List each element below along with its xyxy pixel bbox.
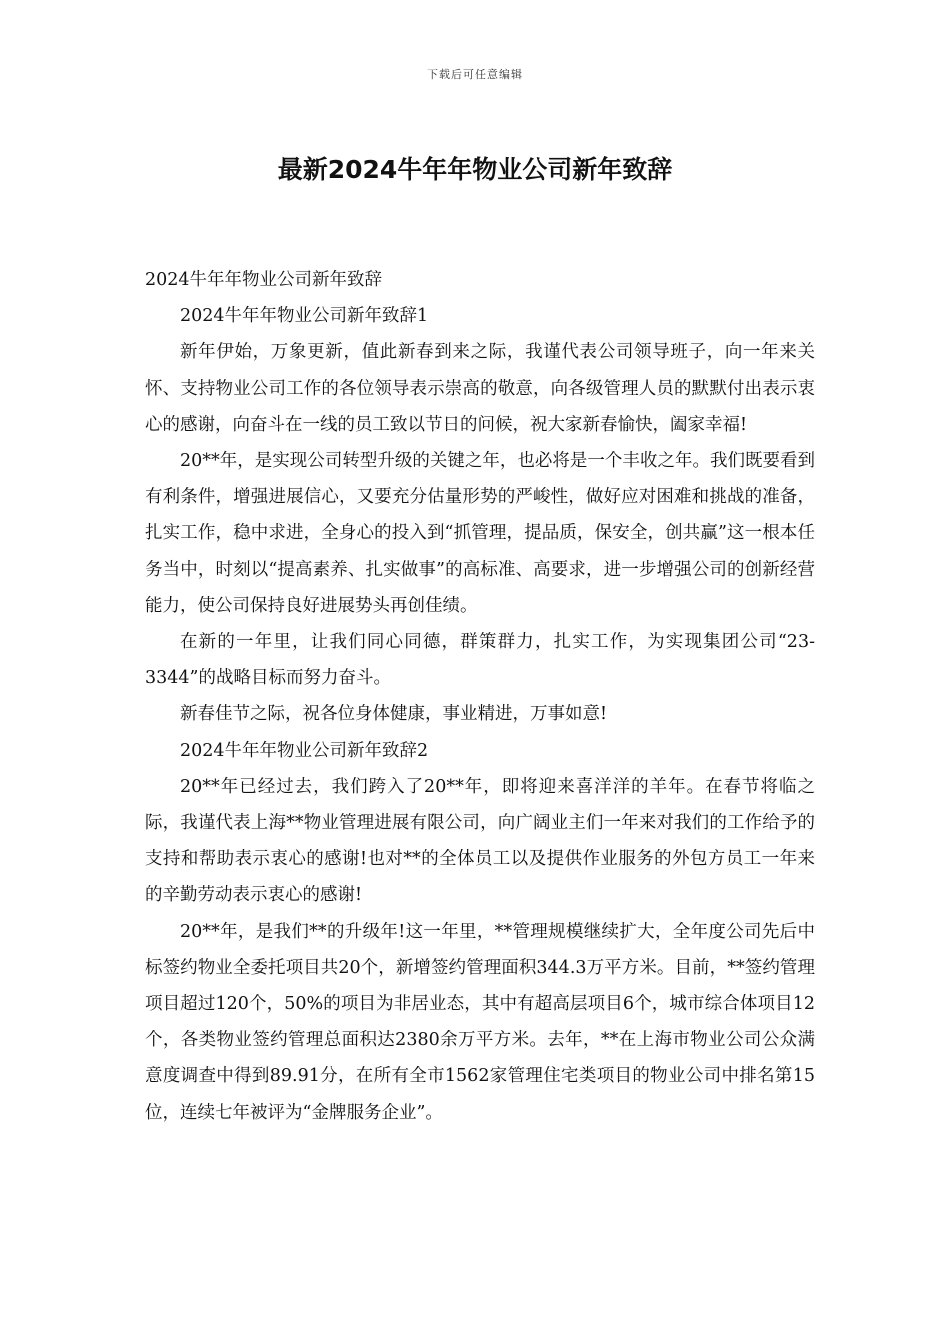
body-paragraph: 20**年，是我们**的升级年!这一年里，**管理规模继续扩大，全年度公司先后中标签约物业全委托项目共20个，新增签约管理面积344.3万平方米。目前，**签约管理项目超过120个，50%的项目为非居业态，其中有超高层项目6个，城市综合体项目12 个，各类物业签约管理总面积达2380余万平方米。去年，**在上海市物业公司公众满意度调查中得到89.91分，在所有全市1562家管理住宅类项目的物业公司中排名第15位，连续七年被评为“金牌服务企业”。: [145, 921, 815, 1123]
subsection-heading-1: 2024牛年年物业公司新年致辞1: [180, 306, 429, 327]
document-title: 最新2024牛年年物业公司新年致辞: [277, 155, 673, 184]
body-paragraph: 新春佳节之际，祝各位身体健康，事业精进，万事如意!: [180, 704, 608, 725]
section-heading: 2024牛年年物业公司新年致辞: [145, 270, 383, 290]
body-paragraph: 新年伊始，万象更新，值此新春到来之际，我谨代表公司领导班子，向一年来关怀、支持物业公司工作的各位领导表示崇高的敬意，向各级管理人员的默默付出表示衷心的感谢，向奋斗在一线的员工致以节日的问候，祝大家新春愉快，阖家幸福!: [145, 342, 815, 435]
body-paragraph: 20**年，是实现公司转型升级的关键之年，也必将是一个丰收之年。我们既要看到有利条件，增强进展信心，又要充分估量形势的严峻性，做好应对困难和挑战的准备，扎实工作，稳中求进，全身心的投入到“抓管理，提品质，保安全，创共赢”这一根本任务当中，时刻以“提高素养、扎实做事”的高标准、高要求，进一步增强公司的创新经营能力，使公司保持良好进展势头再创佳绩。: [145, 451, 815, 616]
body-paragraph: 20**年已经过去，我们跨入了20**年，即将迎来喜洋洋的羊年。在春节将临之际，我谨代表上海**物业管理进展有限公司，向广阔业主们一年来对我们的工作给予的支持和帮助表示衷心的感谢!也对**的全体员工以及提供作业服务的外包方员工一年来的辛勤劳动表示衷心的感谢!: [145, 776, 815, 906]
header-note: 下载后可任意编辑: [427, 68, 523, 81]
subsection-heading-2: 2024牛年年物业公司新年致辞2: [180, 740, 429, 761]
document-body: [145, 262, 815, 1131]
body-paragraph: 在新的一年里，让我们同心同德，群策群力，扎实工作，为实现集团公司“23-3344”的战略目标而努力奋斗。: [145, 632, 815, 689]
